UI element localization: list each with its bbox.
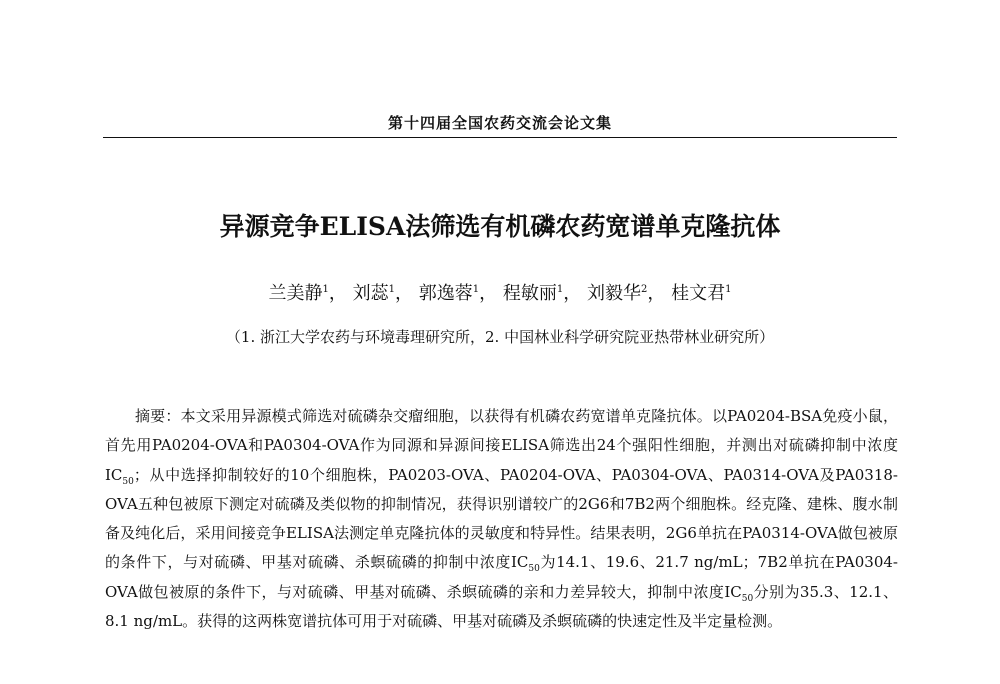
author-list [0, 279, 1000, 305]
abstract [105, 402, 898, 636]
abstract-text: ；从中选择抑制较好的10个细胞株，PA0203-OVA、PA0204-OVA、PA0304-OVA、PA0314-OVA及PA0318-OVA五种包被原下测定对硫磷及类似物的抑制情况，获得识别谱较广的2G6和7B2两个细胞株。经克隆、建株、腹水制备及纯化后，采用间接竞争ELISA法测定单克隆抗体的灵敏度和特异性。结果表明，2G6单抗在PA0314-OVA做包被原的条件下，与对硫磷、甲基对硫磷、杀螟硫磷的抑制中浓度IC [105, 465, 898, 572]
author: 桂文君$^1$ [671, 283, 732, 304]
subscript: 50 [122, 476, 134, 487]
author: 郭逸蓉$^1$， [418, 283, 498, 304]
abstract-text: 分别为35.3、12.1、8.1 ng/mL。获得的这两株宽谱抗体可用于对硫磷、甲基对硫磷及杀螟硫磷的快速定性及半定量检测。 [105, 582, 898, 631]
affiliations: （1. 浙江大学农药与环境毒理研究所，2. 中国林业科学研究院亚热带林业研究所） [225, 328, 775, 346]
abstract-text: 摘要：本文采用异源模式筛选对硫磷杂交瘤细胞，以获得有机磷农药宽谱单克隆抗体。以PA0204-BSA免疫小鼠，首先用PA0204-OVA和PA0304-OVA作为同源和异源间接ELISA筛选出24个强阳性细胞，并测出对硫磷抑制中浓度IC [105, 407, 898, 484]
author: 程敏丽$^1$， [502, 283, 582, 304]
author: 兰美静$^1$， [268, 283, 347, 304]
paper-title: 异源竞争ELISA法筛选有机磷农药宽谱单克隆抗体 [219, 212, 781, 241]
header-rule [103, 137, 897, 138]
author: 刘蕊$^1$， [352, 283, 414, 304]
running-header: 第十四届全国农药交流会论文集 [387, 114, 612, 132]
author: 刘毅华$^2$， [586, 283, 666, 304]
abstract-text: 为14.1、19.6、21.7 ng/mL；7B2单抗在PA0304-OVA做包被原的条件下，与对硫磷、甲基对硫磷、杀螟硫磷的亲和力差异较大，抑制中浓度IC [105, 553, 898, 601]
subscript: 50 [741, 593, 754, 604]
subscript: 50 [528, 564, 540, 575]
